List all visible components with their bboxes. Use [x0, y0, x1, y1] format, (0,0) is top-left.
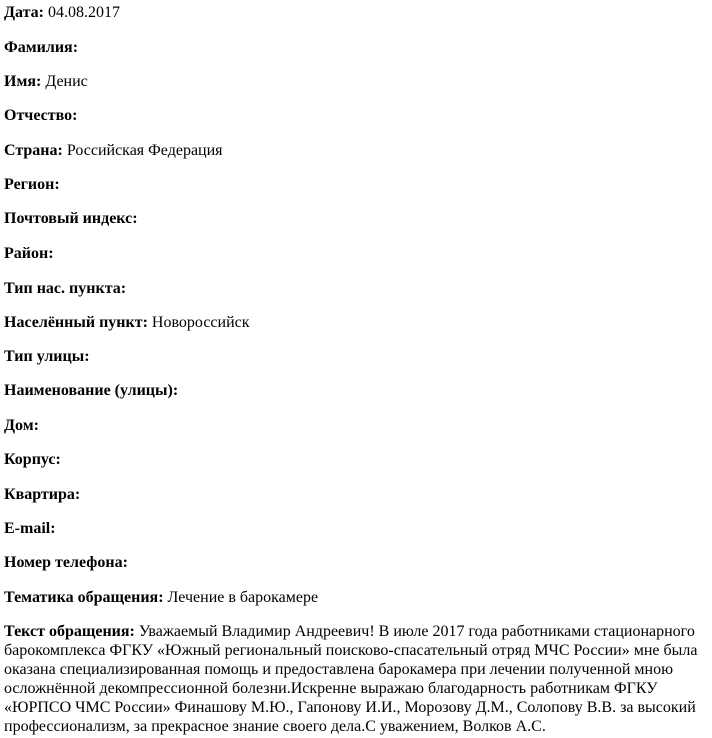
field-label: Фамилия: [4, 39, 79, 56]
field-label: Номер телефона: [4, 554, 128, 571]
field-label: Отчество: [4, 107, 78, 124]
field-first-name [4, 72, 88, 91]
field-label: E-mail: [4, 520, 56, 537]
field-patronymic [4, 106, 77, 125]
field-postal-code [4, 209, 138, 228]
field-house [4, 416, 39, 435]
field-label: Населённый пункт: [4, 314, 148, 331]
field-phone [4, 553, 128, 572]
field-settlement [4, 313, 250, 332]
field-value: Лечение в барокамере [167, 589, 319, 606]
field-label: Квартира: [4, 486, 81, 503]
message-label: Текст обращения: [4, 623, 135, 640]
field-label: Имя: [4, 73, 42, 90]
field-settlement-type [4, 279, 126, 298]
message-text: Уважаемый Владимир Андреевич! В июле 2017 года работниками стационарного барокомплекса ФГКУ «Южный региональный поисково-спасательный отряд МЧС России» мне была оказана специализированная помощь и предоставлена барокамера при лечении полученной мною осложнённой декомпрессионной болезни.Искренне выражаю благодарность работникам ФГКУ «ЮРПСО ЧМС России» Финашову М.Ю., Гапонову И.И., Морозову Д.М., Солопову В.В. за высокий профессионализм, за прекрасное знание своего дела.С уважением, Волков А.С. [4, 623, 698, 735]
field-label: Корпус: [4, 451, 61, 468]
field-value: Новороссийск [151, 314, 250, 331]
field-value: 04.08.2017 [47, 4, 120, 21]
field-label: Тематика обращения: [4, 589, 164, 606]
field-region [4, 175, 60, 194]
field-label: Наименование (улицы): [4, 382, 179, 399]
field-street-name [4, 381, 178, 400]
field-label: Тип нас. пункта: [4, 280, 127, 297]
field-label: Страна: [4, 142, 63, 159]
field-surname [4, 38, 78, 57]
field-label: Дата: [4, 4, 44, 21]
field-message [4, 622, 704, 736]
field-label: Район: [4, 245, 54, 262]
field-label: Дом: [4, 417, 39, 434]
field-street-type [4, 347, 90, 366]
field-label: Тип улицы: [4, 348, 90, 365]
field-date [4, 3, 120, 22]
field-value: Российская Федерация [66, 142, 223, 159]
field-country [4, 141, 223, 160]
field-topic [4, 588, 318, 607]
field-label: Регион: [4, 176, 60, 193]
field-apartment [4, 485, 80, 504]
field-email [4, 519, 56, 538]
field-label: Почтовый индекс: [4, 210, 138, 227]
field-building [4, 450, 61, 469]
field-district [4, 244, 54, 263]
field-value: Денис [45, 73, 88, 90]
